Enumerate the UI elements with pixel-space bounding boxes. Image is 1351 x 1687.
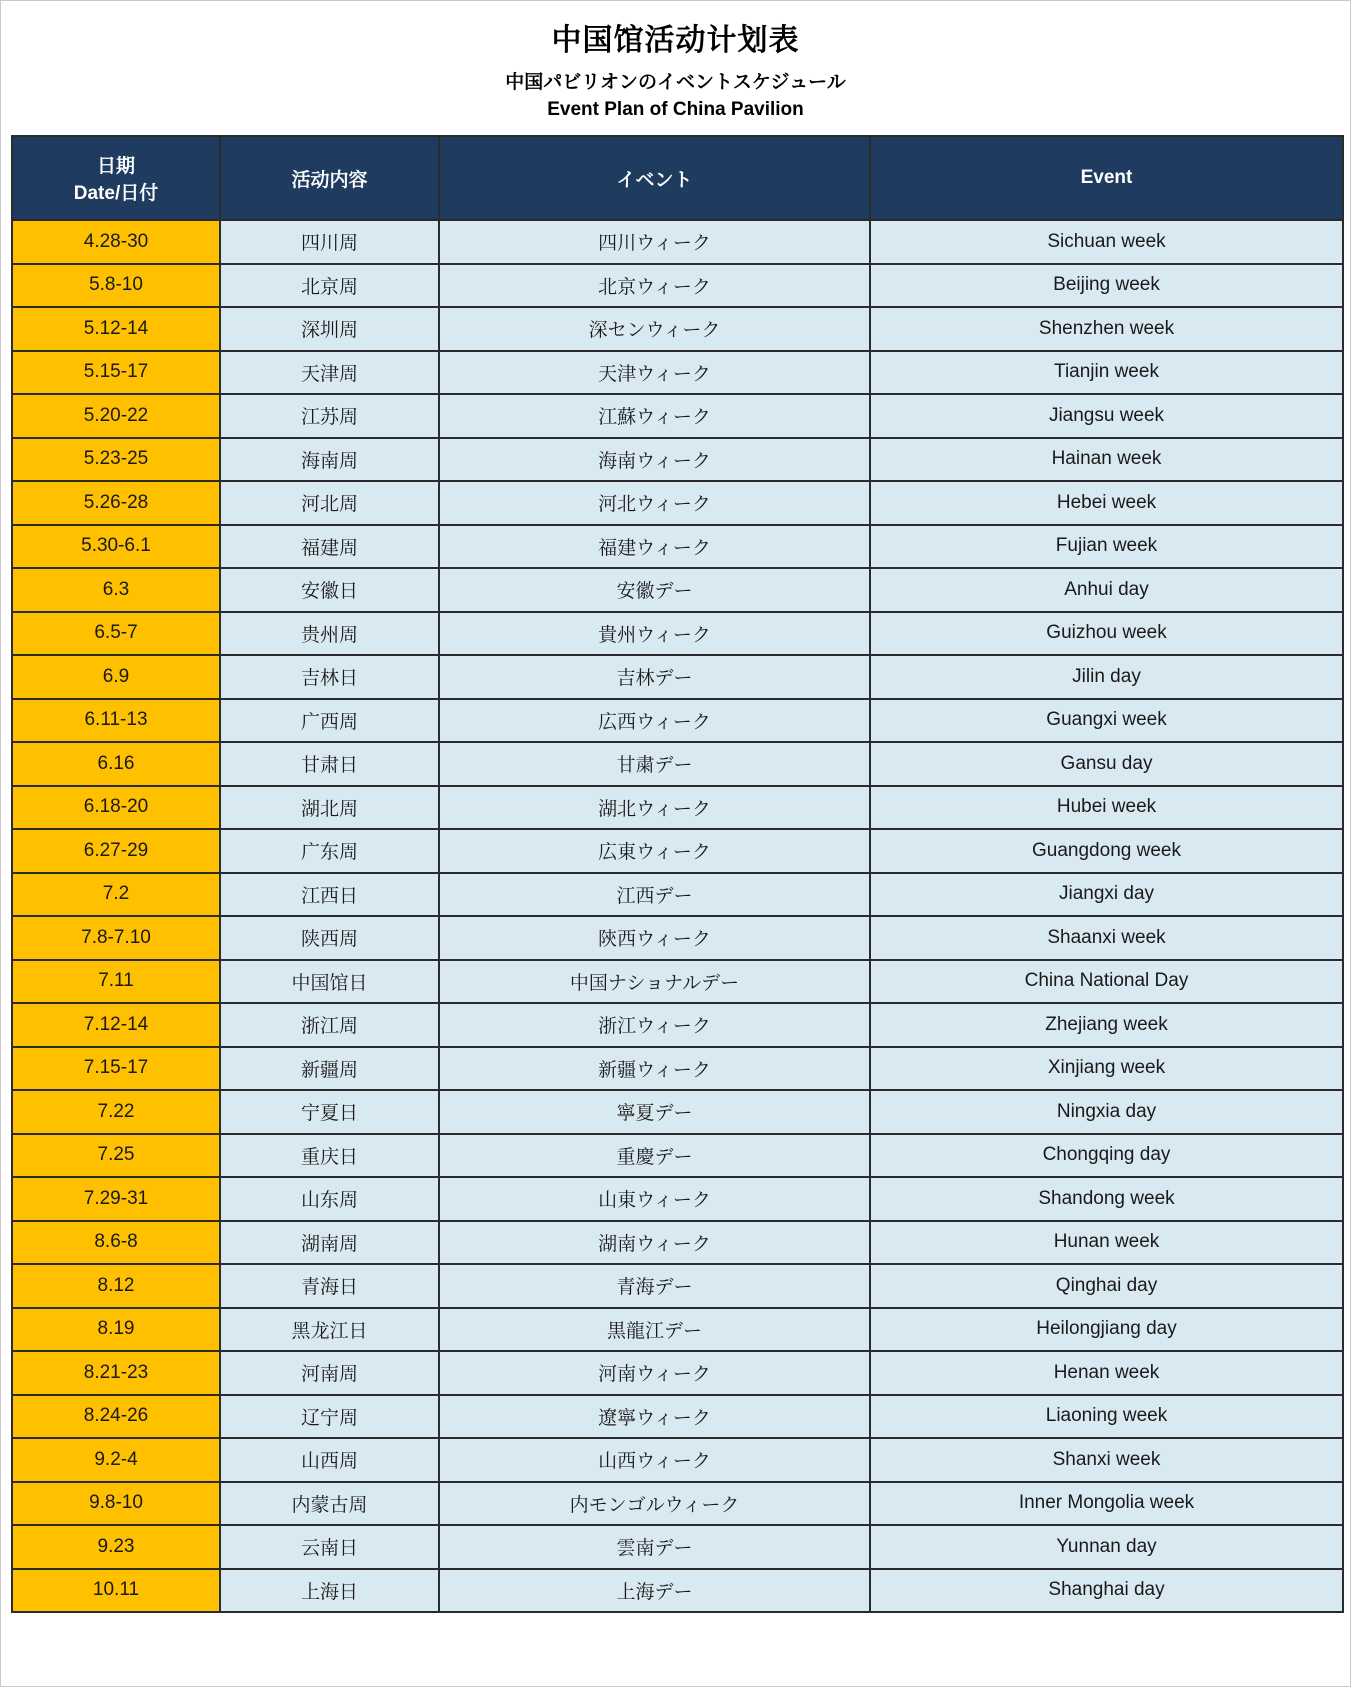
activity-chinese-cell: 海南周	[220, 438, 439, 482]
event-japanese-cell: 新疆ウィーク	[439, 1047, 870, 1091]
event-english-cell: Henan week	[870, 1351, 1343, 1395]
activity-chinese-cell: 深圳周	[220, 307, 439, 351]
date-cell: 5.15-17	[12, 351, 220, 395]
event-english-cell: Liaoning week	[870, 1395, 1343, 1439]
table-row	[12, 612, 1343, 656]
date-cell: 8.6-8	[12, 1221, 220, 1265]
event-english-cell: Chongqing day	[870, 1134, 1343, 1178]
event-japanese-cell: 寧夏デー	[439, 1090, 870, 1134]
activity-chinese-cell: 重庆日	[220, 1134, 439, 1178]
table-row	[12, 1047, 1343, 1091]
event-japanese-cell: 河南ウィーク	[439, 1351, 870, 1395]
event-english-cell: China National Day	[870, 960, 1343, 1004]
table-row	[12, 1308, 1343, 1352]
event-japanese-cell: 広西ウィーク	[439, 699, 870, 743]
event-english-cell: Guangdong week	[870, 829, 1343, 873]
event-english-cell: Hubei week	[870, 786, 1343, 830]
table-row	[12, 960, 1343, 1004]
table-row	[12, 1003, 1343, 1047]
title-japanese: 中国パビリオンのイベントスケジュール	[505, 72, 846, 93]
event-japanese-cell: 湖北ウィーク	[439, 786, 870, 830]
title-chinese: 中国馆活动计划表	[551, 24, 800, 57]
event-english-cell: Hunan week	[870, 1221, 1343, 1265]
activity-chinese-cell: 山东周	[220, 1177, 439, 1221]
table-row	[12, 916, 1343, 960]
table-row	[12, 1482, 1343, 1526]
event-japanese-cell: 福建ウィーク	[439, 525, 870, 569]
activity-chinese-cell: 广东周	[220, 829, 439, 873]
date-cell: 10.11	[12, 1569, 220, 1613]
event-japanese-cell: 四川ウィーク	[439, 220, 870, 264]
event-japanese-cell: 広東ウィーク	[439, 829, 870, 873]
date-cell: 9.2-4	[12, 1438, 220, 1482]
activity-chinese-cell: 吉林日	[220, 655, 439, 699]
table-row	[12, 1177, 1343, 1221]
date-cell: 8.12	[12, 1264, 220, 1308]
event-english-cell: Inner Mongolia week	[870, 1482, 1343, 1526]
title-english: Event Plan of China Pavilion	[547, 99, 804, 120]
event-japanese-cell: 中国ナショナルデー	[439, 960, 870, 1004]
activity-chinese-cell: 浙江周	[220, 1003, 439, 1047]
date-cell: 5.8-10	[12, 264, 220, 308]
event-japanese-cell: 北京ウィーク	[439, 264, 870, 308]
event-japanese-cell: 安徽デー	[439, 568, 870, 612]
event-japanese-cell: 浙江ウィーク	[439, 1003, 870, 1047]
table-row	[12, 829, 1343, 873]
event-japanese-cell: 上海デー	[439, 1569, 870, 1613]
date-cell: 8.19	[12, 1308, 220, 1352]
table-body	[12, 220, 1343, 1612]
activity-chinese-cell: 黑龙江日	[220, 1308, 439, 1352]
column-header-activity-chinese: 活动内容	[220, 136, 439, 220]
event-japanese-cell: 吉林デー	[439, 655, 870, 699]
activity-chinese-cell: 上海日	[220, 1569, 439, 1613]
table-row	[12, 394, 1343, 438]
table-row	[12, 220, 1343, 264]
event-japanese-cell: 山東ウィーク	[439, 1177, 870, 1221]
event-english-cell: Xinjiang week	[870, 1047, 1343, 1091]
event-english-cell: Heilongjiang day	[870, 1308, 1343, 1352]
table-row	[12, 1090, 1343, 1134]
event-japanese-cell: 江西デー	[439, 873, 870, 917]
event-japanese-cell: 天津ウィーク	[439, 351, 870, 395]
activity-chinese-cell: 河南周	[220, 1351, 439, 1395]
table-row	[12, 525, 1343, 569]
event-english-cell: Shenzhen week	[870, 307, 1343, 351]
event-japanese-cell: 内モンゴルウィーク	[439, 1482, 870, 1526]
event-english-cell: Hainan week	[870, 438, 1343, 482]
activity-chinese-cell: 陕西周	[220, 916, 439, 960]
event-english-cell: Ningxia day	[870, 1090, 1343, 1134]
event-japanese-cell: 深センウィーク	[439, 307, 870, 351]
activity-chinese-cell: 青海日	[220, 1264, 439, 1308]
event-english-cell: Guizhou week	[870, 612, 1343, 656]
header-row	[12, 136, 1343, 220]
table-row	[12, 438, 1343, 482]
activity-chinese-cell: 江苏周	[220, 394, 439, 438]
date-cell: 6.9	[12, 655, 220, 699]
date-cell: 9.23	[12, 1525, 220, 1569]
date-cell: 7.12-14	[12, 1003, 220, 1047]
activity-chinese-cell: 广西周	[220, 699, 439, 743]
activity-chinese-cell: 贵州周	[220, 612, 439, 656]
date-cell: 5.26-28	[12, 481, 220, 525]
table-row	[12, 742, 1343, 786]
activity-chinese-cell: 辽宁周	[220, 1395, 439, 1439]
event-english-cell: Shanghai day	[870, 1569, 1343, 1613]
date-cell: 6.27-29	[12, 829, 220, 873]
date-cell: 7.8-7.10	[12, 916, 220, 960]
activity-chinese-cell: 安徽日	[220, 568, 439, 612]
event-japanese-cell: 黒龍江デー	[439, 1308, 870, 1352]
event-japanese-cell: 雲南デー	[439, 1525, 870, 1569]
event-japanese-cell: 山西ウィーク	[439, 1438, 870, 1482]
table-row	[12, 655, 1343, 699]
activity-chinese-cell: 云南日	[220, 1525, 439, 1569]
activity-chinese-cell: 天津周	[220, 351, 439, 395]
event-english-cell: Yunnan day	[870, 1525, 1343, 1569]
activity-chinese-cell: 山西周	[220, 1438, 439, 1482]
event-english-cell: Guangxi week	[870, 699, 1343, 743]
event-english-cell: Shanxi week	[870, 1438, 1343, 1482]
event-english-cell: Shaanxi week	[870, 916, 1343, 960]
page-header	[1, 1, 1350, 131]
activity-chinese-cell: 四川周	[220, 220, 439, 264]
table-row	[12, 1438, 1343, 1482]
activity-chinese-cell: 中国馆日	[220, 960, 439, 1004]
activity-chinese-cell: 内蒙古周	[220, 1482, 439, 1526]
event-english-cell: Qinghai day	[870, 1264, 1343, 1308]
table-row	[12, 481, 1343, 525]
activity-chinese-cell: 甘肃日	[220, 742, 439, 786]
event-english-cell: Gansu day	[870, 742, 1343, 786]
event-english-cell: Fujian week	[870, 525, 1343, 569]
date-cell: 7.22	[12, 1090, 220, 1134]
date-cell: 8.21-23	[12, 1351, 220, 1395]
table-row	[12, 873, 1343, 917]
table-row	[12, 1395, 1343, 1439]
event-english-cell: Jiangsu week	[870, 394, 1343, 438]
event-japanese-cell: 重慶デー	[439, 1134, 870, 1178]
date-cell: 6.5-7	[12, 612, 220, 656]
date-cell: 7.25	[12, 1134, 220, 1178]
event-english-cell: Sichuan week	[870, 220, 1343, 264]
column-header-date-line1: 日期	[96, 156, 135, 177]
event-japanese-cell: 江蘇ウィーク	[439, 394, 870, 438]
date-cell: 6.11-13	[12, 699, 220, 743]
event-english-cell: Tianjin week	[870, 351, 1343, 395]
date-cell: 9.8-10	[12, 1482, 220, 1526]
activity-chinese-cell: 宁夏日	[220, 1090, 439, 1134]
date-cell: 5.30-6.1	[12, 525, 220, 569]
table-row	[12, 1221, 1343, 1265]
column-header-date	[12, 136, 220, 220]
date-cell: 7.29-31	[12, 1177, 220, 1221]
event-japanese-cell: 湖南ウィーク	[439, 1221, 870, 1265]
event-english-cell: Anhui day	[870, 568, 1343, 612]
date-cell: 4.28-30	[12, 220, 220, 264]
column-header-event-japanese: イベント	[439, 136, 870, 220]
event-japanese-cell: 陝西ウィーク	[439, 916, 870, 960]
table-row	[12, 1351, 1343, 1395]
table-row	[12, 568, 1343, 612]
table-row	[12, 1525, 1343, 1569]
date-cell: 7.15-17	[12, 1047, 220, 1091]
activity-chinese-cell: 湖南周	[220, 1221, 439, 1265]
date-cell: 8.24-26	[12, 1395, 220, 1439]
table-row	[12, 699, 1343, 743]
date-cell: 6.3	[12, 568, 220, 612]
column-header-date-line2: Date/日付	[73, 183, 159, 204]
table-row	[12, 786, 1343, 830]
date-cell: 5.20-22	[12, 394, 220, 438]
date-cell: 7.11	[12, 960, 220, 1004]
event-schedule-table	[11, 135, 1344, 1613]
event-english-cell: Hebei week	[870, 481, 1343, 525]
event-english-cell: Jilin day	[870, 655, 1343, 699]
table-row	[12, 351, 1343, 395]
activity-chinese-cell: 江西日	[220, 873, 439, 917]
date-cell: 5.23-25	[12, 438, 220, 482]
table-row	[12, 1264, 1343, 1308]
event-japanese-cell: 河北ウィーク	[439, 481, 870, 525]
table-row	[12, 1134, 1343, 1178]
event-japanese-cell: 甘粛デー	[439, 742, 870, 786]
date-cell: 6.16	[12, 742, 220, 786]
activity-chinese-cell: 新疆周	[220, 1047, 439, 1091]
activity-chinese-cell: 福建周	[220, 525, 439, 569]
table-row	[12, 264, 1343, 308]
date-cell: 5.12-14	[12, 307, 220, 351]
table-row	[12, 1569, 1343, 1613]
event-english-cell: Shandong week	[870, 1177, 1343, 1221]
event-japanese-cell: 貴州ウィーク	[439, 612, 870, 656]
activity-chinese-cell: 湖北周	[220, 786, 439, 830]
event-english-cell: Jiangxi day	[870, 873, 1343, 917]
event-japanese-cell: 海南ウィーク	[439, 438, 870, 482]
table-row	[12, 307, 1343, 351]
column-header-event-english: Event	[870, 136, 1343, 220]
date-cell: 6.18-20	[12, 786, 220, 830]
event-japanese-cell: 遼寧ウィーク	[439, 1395, 870, 1439]
event-english-cell: Zhejiang week	[870, 1003, 1343, 1047]
date-cell: 7.2	[12, 873, 220, 917]
event-japanese-cell: 青海デー	[439, 1264, 870, 1308]
event-english-cell: Beijing week	[870, 264, 1343, 308]
activity-chinese-cell: 北京周	[220, 264, 439, 308]
activity-chinese-cell: 河北周	[220, 481, 439, 525]
